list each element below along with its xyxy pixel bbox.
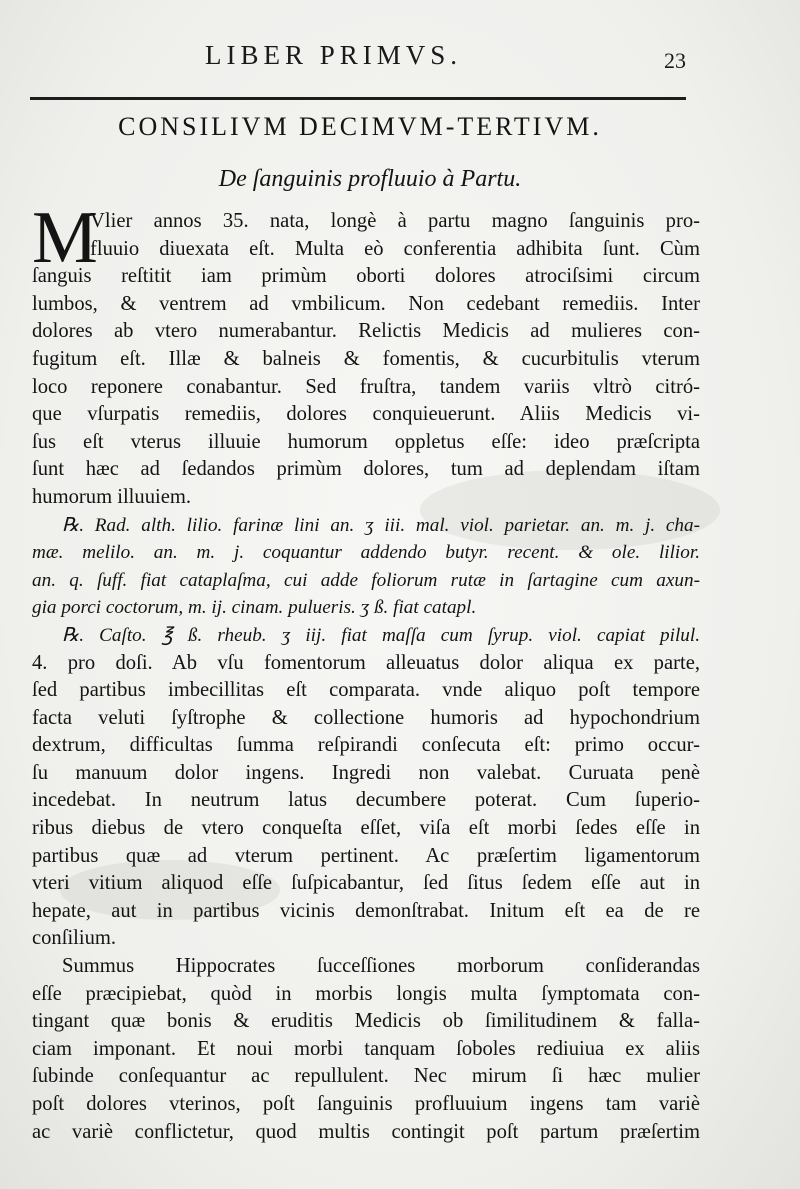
text-line: 4. pro doſi. Ab vſu fomentorum alleuatus dolor aliqua ex parte, [32,651,700,674]
text-line: incedebat. In neutrum latus decumbere poterat. Cum ſuperio- [32,789,700,812]
text-line: ſunt hæc ad ſedandos primùm dolores, tum ad deplendam iſtam [32,458,700,481]
recipe-line: mæ. melilo. an. m. j. coquantur addendo butyr. recent. & ole. lilior. [32,542,700,564]
text-line: ſubinde conſequantur ac repullulent. Nec mirum ſi hæc mulier [32,1065,700,1088]
text-line: conſilium. [32,927,117,950]
text-line: ſanguis reſtitit iam primùm oborti dolores atrociſsimi circum [32,265,700,288]
page-number: 23 [664,48,686,73]
text-line: poſt dolores vterinos, poſt ſanguinis profluuium ingens tam variè [32,1093,700,1115]
text-line: ciam imponant. Et noui morbi tanquam ſoboles rediuiua ex aliis [32,1037,700,1060]
text-line: ſus eſt vterus illuuie humorum oppletus eſſe: ideo præſcripta [32,430,700,453]
drop-capital: M [32,197,98,279]
text-line: eſſe præcipiebat, quòd in morbis longis multa ſymptomata con- [32,982,700,1005]
text-line: vteri vitium aliquod eſſe ſuſpicabantur, ſed ſitus ſedem eſſe aut in [32,872,700,895]
text-line: humorum illuuiem. [32,485,192,508]
text-line: hepate, aut in partibus vicinis demonſtrabat. Initum eſt ea de re [32,899,700,922]
text-line: Summus Hippocrates ſucceſſiones morborum conſiderandas [62,955,700,978]
body-text [32,197,700,1146]
text-line: partibus quæ ad vterum pertinent. Ac præſertim ligamentorum [32,844,700,867]
text-line: ſu manuum dolor ingens. Ingredi non valebat. Curuata penè [32,761,700,784]
text-line: dextrum, difficultas ſumma reſpirandi conſecuta eſt: primo occur- [32,734,700,757]
header-rule [30,97,686,100]
text-line: ribus diebus de vtero conqueſta eſſet, viſa eſt morbi ſedes eſſe in [32,817,700,840]
text-line: loco reponere conabantur. Sed fruſtra, tandem variis vltrò citró- [32,375,700,398]
recipe-line: an. q. ſuff. fiat cataplaſma, cui adde foliorum rutæ in ſartagine cum axun- [32,569,700,591]
text-line: lumbos, & ventrem ad vmbilicum. Non cedebant remediis. Inter [32,292,700,315]
text-line: ſed partibus imbecillitas eſt comparata. vnde aliquo poſt tempore [32,679,700,702]
chapter-subtitle: De ſanguinis profluuio à Partu. [218,166,522,192]
text-line: tingant quæ bonis & eruditis Medicis ob ſimilitudinem & falla- [32,1010,700,1033]
text-line: fugitum eſt. Illæ & balneis & fomentis, & cucurbitulis vterum [32,347,700,370]
text-line: dolores ab vtero numerabantur. Relictis Medicis ad mulieres con- [32,320,700,343]
text-line: que vſurpatis remediis, dolores conquieuerunt. Aliis Medicis vi- [32,403,700,426]
recipe-line: ℞. Caſto. ℥ ß. rheub. ʒ iij. fiat maſſa cum ſyrup. viol. capiat pilul. [62,624,700,646]
chapter-heading: CONSILIVM DECIMVM-TERTIVM. [118,112,602,141]
recipe-line: gia porci coctorum, m. ij. cinam. pulueris. ʒ ß. fiat catapl. [32,597,477,619]
recipe-line: ℞. Rad. alth. lilio. farinæ lini an. ʒ iii. mal. viol. parietar. an. m. j. cha- [62,514,700,536]
text-line: ac variè conflictetur, quod multis contingit poſt partum præſertim [32,1120,700,1143]
running-head [0,38,800,78]
running-title: LIBER PRIMVS. [205,40,463,70]
text-line: fluuio diuexata eſt. Multa eò conferentia adhibita ſunt. Cùm [90,237,700,260]
text-line: facta veluti ſyſtrophe & collectione humoris ad hypochondrium [32,706,700,729]
text-line: Vlier annos 35. nata, longè à partu magno ſanguinis pro- [90,210,700,232]
